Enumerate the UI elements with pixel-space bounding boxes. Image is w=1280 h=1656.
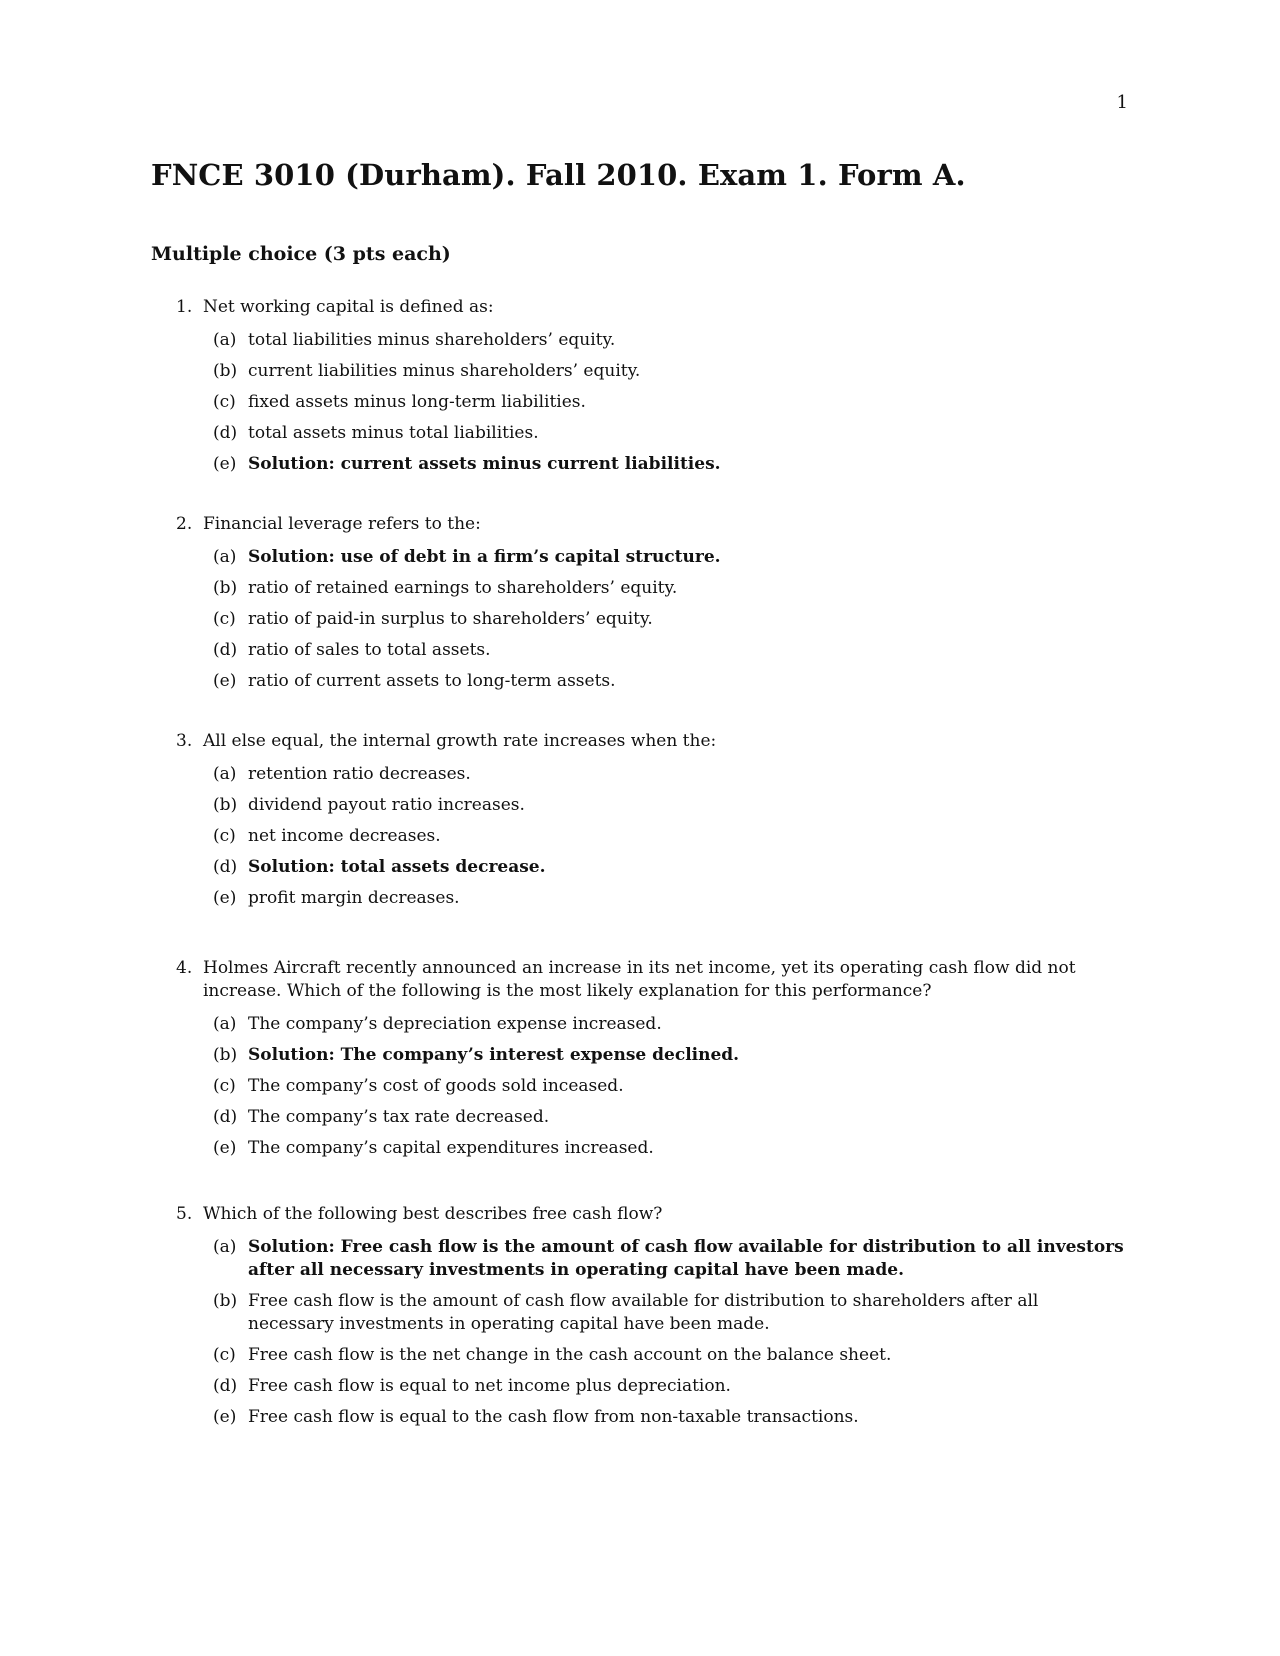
option-e bbox=[176, 887, 1126, 910]
option-c bbox=[176, 1344, 1126, 1367]
question-2 bbox=[176, 513, 1126, 701]
question-number: 1. bbox=[176, 297, 193, 317]
question-number: 2. bbox=[176, 514, 193, 534]
option-text: The company’s cost of goods sold inceased. bbox=[248, 1076, 624, 1096]
option-a bbox=[176, 1236, 1126, 1282]
question-number: 4. bbox=[176, 958, 193, 978]
option-c bbox=[176, 825, 1126, 848]
solution-text: Solution: The company’s interest expense declined. bbox=[248, 1045, 740, 1065]
option-b bbox=[176, 1290, 1126, 1336]
question-text: All else equal, the internal growth rate increases when the: bbox=[203, 731, 717, 751]
question-text: Net working capital is defined as: bbox=[203, 297, 494, 317]
option-text: The company’s depreciation expense increased. bbox=[248, 1014, 662, 1034]
question-4 bbox=[176, 957, 1126, 1168]
question-1 bbox=[176, 296, 1126, 484]
option-d bbox=[176, 1375, 1126, 1398]
option-text: ratio of current assets to long-term assets. bbox=[248, 671, 616, 691]
option-text: ratio of retained earnings to shareholders’ equity. bbox=[248, 578, 678, 598]
option-e bbox=[176, 1406, 1126, 1429]
solution-text: Solution: Free cash flow is the amount of cash flow available for distribution to all investors after all necessary investments in operating capital have been made. bbox=[248, 1237, 1124, 1280]
question-number: 5. bbox=[176, 1204, 193, 1224]
option-text: current liabilities minus shareholders’ equity. bbox=[248, 361, 641, 381]
option-label: (c) bbox=[213, 826, 236, 846]
option-a bbox=[176, 546, 1126, 569]
option-label: (e) bbox=[213, 1407, 237, 1427]
option-text: Free cash flow is the amount of cash flow available for distribution to shareholders after all necessary investments in operating capital have been made. bbox=[248, 1291, 1039, 1334]
solution-text: Solution: use of debt in a firm’s capital structure. bbox=[248, 547, 721, 567]
question-5 bbox=[176, 1203, 1126, 1437]
question-3 bbox=[176, 730, 1126, 918]
option-list bbox=[176, 1013, 1126, 1160]
option-label: (a) bbox=[213, 547, 237, 567]
exam-title: FNCE 3010 (Durham). Fall 2010. Exam 1. Form A. bbox=[151, 158, 966, 192]
option-list bbox=[176, 1236, 1126, 1429]
option-label: (e) bbox=[213, 888, 237, 908]
option-d bbox=[176, 422, 1126, 445]
option-text: The company’s tax rate decreased. bbox=[248, 1107, 550, 1127]
option-label: (b) bbox=[213, 361, 238, 381]
option-text: Free cash flow is the net change in the cash account on the balance sheet. bbox=[248, 1345, 892, 1365]
solution-text: Solution: total assets decrease. bbox=[248, 857, 546, 877]
option-c bbox=[176, 608, 1126, 631]
question-text: Holmes Aircraft recently announced an increase in its net income, yet its operating cash flow did not increase. Which of the following is the most likely explanation for this performance? bbox=[203, 958, 1076, 1001]
option-label: (e) bbox=[213, 1138, 237, 1158]
option-label: (d) bbox=[213, 1107, 238, 1127]
option-e bbox=[176, 1137, 1126, 1160]
option-list bbox=[176, 763, 1126, 910]
option-label: (e) bbox=[213, 454, 237, 474]
option-text: The company’s capital expenditures increased. bbox=[248, 1138, 654, 1158]
option-e bbox=[176, 670, 1126, 693]
solution-text: Solution: current assets minus current liabilities. bbox=[248, 454, 721, 474]
option-label: (b) bbox=[213, 795, 238, 815]
option-list bbox=[176, 546, 1126, 693]
option-b bbox=[176, 794, 1126, 817]
option-label: (a) bbox=[213, 330, 237, 350]
option-text: ratio of sales to total assets. bbox=[248, 640, 491, 660]
option-label: (a) bbox=[213, 1237, 237, 1257]
option-b bbox=[176, 360, 1126, 383]
option-text: retention ratio decreases. bbox=[248, 764, 471, 784]
question-number: 3. bbox=[176, 731, 193, 751]
option-text: profit margin decreases. bbox=[248, 888, 460, 908]
option-a bbox=[176, 329, 1126, 352]
option-label: (c) bbox=[213, 1076, 236, 1096]
option-a bbox=[176, 1013, 1126, 1036]
option-c bbox=[176, 391, 1126, 414]
option-text: Free cash flow is equal to net income plus depreciation. bbox=[248, 1376, 731, 1396]
option-text: Free cash flow is equal to the cash flow from non-taxable transactions. bbox=[248, 1407, 859, 1427]
option-text: net income decreases. bbox=[248, 826, 441, 846]
option-text: total liabilities minus shareholders’ equity. bbox=[248, 330, 616, 350]
option-c bbox=[176, 1075, 1126, 1098]
option-label: (d) bbox=[213, 640, 238, 660]
page-number: 1 bbox=[1116, 92, 1128, 113]
option-list bbox=[176, 329, 1126, 476]
option-d bbox=[176, 856, 1126, 879]
option-d bbox=[176, 1106, 1126, 1129]
option-b bbox=[176, 577, 1126, 600]
question-text: Which of the following best describes free cash flow? bbox=[203, 1204, 663, 1224]
option-e bbox=[176, 453, 1126, 476]
option-label: (d) bbox=[213, 857, 238, 877]
option-label: (a) bbox=[213, 1014, 237, 1034]
option-label: (e) bbox=[213, 671, 237, 691]
option-label: (c) bbox=[213, 392, 236, 412]
option-label: (b) bbox=[213, 578, 238, 598]
option-label: (d) bbox=[213, 423, 238, 443]
option-text: dividend payout ratio increases. bbox=[248, 795, 525, 815]
option-label: (b) bbox=[213, 1045, 238, 1065]
option-label: (a) bbox=[213, 764, 237, 784]
option-label: (b) bbox=[213, 1291, 238, 1311]
option-text: ratio of paid-in surplus to shareholders’ equity. bbox=[248, 609, 653, 629]
option-label: (c) bbox=[213, 609, 236, 629]
option-label: (d) bbox=[213, 1376, 238, 1396]
question-text: Financial leverage refers to the: bbox=[203, 514, 481, 534]
option-text: fixed assets minus long-term liabilities. bbox=[248, 392, 586, 412]
option-b bbox=[176, 1044, 1126, 1067]
option-d bbox=[176, 639, 1126, 662]
section-heading: Multiple choice (3 pts each) bbox=[151, 243, 451, 265]
option-a bbox=[176, 763, 1126, 786]
option-label: (c) bbox=[213, 1345, 236, 1365]
option-text: total assets minus total liabilities. bbox=[248, 423, 539, 443]
